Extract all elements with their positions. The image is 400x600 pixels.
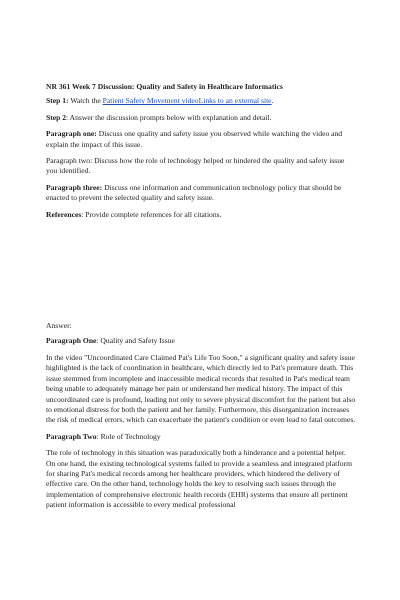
paragraph-one-prompt-text: Discuss one quality and safety issue you observed while watching the video and explain the impact of this issue.: [46, 129, 343, 149]
section-two-heading: [46, 432, 356, 442]
paragraph-three-prompt-text: Discuss one information and communication technology policy that should be enacted to prevent the selected quality and safety issue.: [46, 182, 342, 203]
references-prompt-text: : Provide complete references for all citations.: [81, 209, 222, 219]
answer-label: Answer:: [46, 321, 72, 331]
step-2-label: Step 2: [46, 112, 67, 122]
document-title: NR 361 Week 7 Discussion: Quality and Safety in Healthcare Informatics: [46, 82, 283, 91]
step-1-text: Watch the: [68, 96, 103, 106]
section-two-heading-text: : Role of Technology: [96, 431, 161, 441]
patient-safety-video-link[interactable]: Patient Safety Movement videoLinks to an external site: [102, 96, 272, 106]
section-two-body: The role of technology in this situation was paradoxically both a hinderance and a potential helper. On one hand, the existing technological systems failed to provide a seamless and integrated platform for sharing Pat's medical records among her healthcare providers, which hindered the delivery of effective care. On the other hand, technology holds the key to resolving such issues through the implementation of comprehensive electronic health records (EHR) systems that ensure all pertinent patient information is accessible to every medical professional: [46, 448, 352, 510]
step-1-label: Step 1:: [46, 96, 69, 106]
step-1-end: .: [271, 96, 274, 106]
paragraph-three-prompt-label: Paragraph three:: [46, 182, 103, 192]
section-two-label: Paragraph Two: [46, 431, 97, 441]
section-one-heading: [46, 336, 356, 346]
step-2-text: : Answer the discussion prompts below with explanation and detail.: [66, 112, 272, 122]
step-2: [46, 113, 356, 123]
references-prompt: [46, 210, 356, 220]
paragraph-one-prompt: [46, 129, 356, 150]
section-one-label: Paragraph One: [46, 336, 97, 346]
paragraph-one-prompt-label: Paragraph one:: [46, 129, 97, 139]
references-prompt-label: References: [46, 209, 82, 219]
step-1: [46, 96, 356, 106]
section-one-body: In the video "Uncoordinated Care Claimed Pat's Life Too Soon," a significant quality and safety issue highlighted is the lack of coordination in healthcare, which directly led to Pat's premature death. This issue stemmed from incomplete and inaccessible medical records that resulted in Pat's medical team being unable to adequately manage her pain or understand her medical history. The impact of this uncoordinated care is profound, leading not only to severe physical discomfort for the patient but also to emotional distress for both the patient and her family. Furthermore, this disorganization increases the risk of medical errors, which can exacerbate the patient's condition or even lead to fatal outcomes.: [46, 352, 356, 425]
section-one-heading-text: : Quality and Safety Issue: [96, 336, 175, 346]
paragraph-two-prompt: Paragraph two: Discuss how the role of technology helped or hindered the quality and safety issue you identified.: [46, 156, 345, 176]
blank-space: [46, 226, 356, 321]
paragraph-three-prompt: [46, 183, 356, 204]
